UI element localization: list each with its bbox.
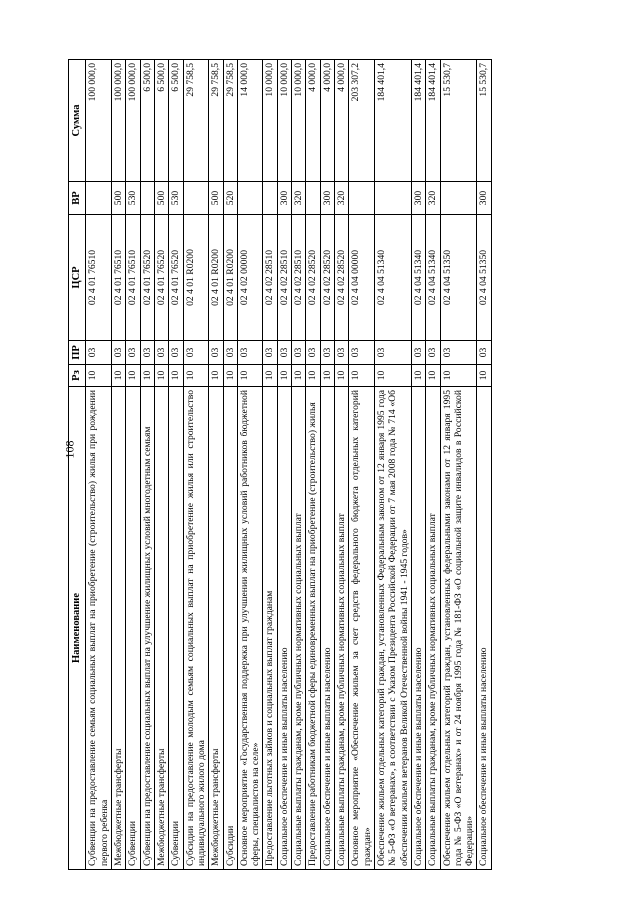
table-row bbox=[426, 60, 440, 870]
cell-sum: 184 401,4 bbox=[426, 60, 440, 182]
budget-table bbox=[68, 59, 492, 870]
cell-name: Межбюджетные трансферты bbox=[209, 387, 223, 870]
cell-pr: 03 bbox=[335, 341, 349, 365]
cell-rz: 10 bbox=[306, 365, 320, 387]
cell-rz: 10 bbox=[154, 365, 168, 387]
header-csr: ЦСР bbox=[69, 215, 86, 341]
cell-vr bbox=[183, 182, 209, 215]
cell-pr: 03 bbox=[237, 341, 263, 365]
cell-rz: 10 bbox=[209, 365, 223, 387]
cell-vr bbox=[440, 182, 477, 215]
table-row bbox=[237, 60, 263, 870]
cell-vr: 320 bbox=[335, 182, 349, 215]
cell-pr: 03 bbox=[86, 341, 112, 365]
cell-pr: 03 bbox=[154, 341, 168, 365]
cell-sum: 100 000,0 bbox=[126, 60, 140, 182]
cell-name: Социальные выплаты гражданам, кроме публичных нормативных социальных выплат bbox=[426, 387, 440, 870]
cell-pr: 03 bbox=[349, 341, 375, 365]
table-row bbox=[349, 60, 375, 870]
cell-pr: 03 bbox=[320, 341, 334, 365]
cell-vr bbox=[306, 182, 320, 215]
cell-pr: 03 bbox=[477, 341, 491, 365]
cell-name: Предоставление льготных займов и социальных выплат гражданам bbox=[263, 387, 277, 870]
cell-rz: 10 bbox=[477, 365, 491, 387]
cell-vr bbox=[140, 182, 154, 215]
cell-sum: 6 500,0 bbox=[140, 60, 154, 182]
table-row bbox=[126, 60, 140, 870]
table-row bbox=[374, 60, 411, 870]
cell-sum: 29 758,5 bbox=[209, 60, 223, 182]
table-body bbox=[86, 60, 491, 870]
table-row bbox=[112, 60, 126, 870]
cell-pr: 03 bbox=[306, 341, 320, 365]
cell-rz: 10 bbox=[183, 365, 209, 387]
cell-pr: 03 bbox=[292, 341, 306, 365]
cell-csr: 02 4 02 28510 bbox=[277, 215, 291, 341]
table-row bbox=[292, 60, 306, 870]
cell-sum: 6 500,0 bbox=[169, 60, 183, 182]
cell-sum: 6 500,0 bbox=[154, 60, 168, 182]
cell-csr: 02 4 01 76510 bbox=[86, 215, 112, 341]
cell-pr: 03 bbox=[112, 341, 126, 365]
cell-rz: 10 bbox=[440, 365, 477, 387]
table-row bbox=[183, 60, 209, 870]
cell-vr: 500 bbox=[209, 182, 223, 215]
cell-csr: 02 4 02 00000 bbox=[237, 215, 263, 341]
cell-name: Социальное обеспечение и иные выплаты населению bbox=[411, 387, 425, 870]
cell-vr: 300 bbox=[411, 182, 425, 215]
cell-vr bbox=[263, 182, 277, 215]
cell-rz: 10 bbox=[263, 365, 277, 387]
table-row bbox=[86, 60, 112, 870]
cell-sum: 10 000,0 bbox=[277, 60, 291, 182]
table-row bbox=[411, 60, 425, 870]
cell-name: Предоставление работникам бюджетной сферы единовременных выплат на приобретение (строительство) жилья bbox=[306, 387, 320, 870]
header-vr: ВР bbox=[69, 182, 86, 215]
cell-pr: 03 bbox=[277, 341, 291, 365]
cell-csr: 02 4 01 76520 bbox=[140, 215, 154, 341]
table-row bbox=[263, 60, 277, 870]
cell-pr: 03 bbox=[374, 341, 411, 365]
header-name: Наименование bbox=[69, 387, 86, 870]
cell-csr: 02 4 01 R0200 bbox=[183, 215, 209, 341]
cell-name: Субвенции bbox=[126, 387, 140, 870]
cell-vr: 300 bbox=[477, 182, 491, 215]
cell-csr: 02 4 04 51350 bbox=[477, 215, 491, 341]
table-row bbox=[209, 60, 223, 870]
cell-csr: 02 4 04 00000 bbox=[349, 215, 375, 341]
cell-sum: 184 401,4 bbox=[374, 60, 411, 182]
cell-csr: 02 4 01 76520 bbox=[154, 215, 168, 341]
cell-sum: 4 000,0 bbox=[320, 60, 334, 182]
cell-rz: 10 bbox=[411, 365, 425, 387]
cell-pr: 03 bbox=[169, 341, 183, 365]
cell-vr bbox=[349, 182, 375, 215]
cell-sum: 184 401,4 bbox=[411, 60, 425, 182]
cell-sum: 10 000,0 bbox=[292, 60, 306, 182]
page-number: 108 bbox=[62, 440, 77, 459]
cell-rz: 10 bbox=[140, 365, 154, 387]
cell-name: Социальное обеспечение и иные выплаты населению bbox=[320, 387, 334, 870]
cell-pr: 03 bbox=[426, 341, 440, 365]
cell-rz: 10 bbox=[126, 365, 140, 387]
cell-sum: 4 000,0 bbox=[335, 60, 349, 182]
cell-vr: 300 bbox=[277, 182, 291, 215]
cell-vr bbox=[374, 182, 411, 215]
cell-vr: 500 bbox=[112, 182, 126, 215]
cell-name: Социальные выплаты гражданам, кроме публичных нормативных социальных выплат bbox=[335, 387, 349, 870]
cell-vr: 530 bbox=[169, 182, 183, 215]
cell-csr: 02 4 02 28520 bbox=[335, 215, 349, 341]
cell-name: Обеспечение жильем отдельных категорий граждан, установленных федеральными законами от 12 января 1995 года № 5-ФЗ «О ветеранах» и от 24 ноября 1995 года № 181-ФЗ «О социальной защите инвалидов в Российской Федерации» bbox=[440, 387, 477, 870]
cell-rz: 10 bbox=[349, 365, 375, 387]
cell-csr: 02 4 01 76510 bbox=[112, 215, 126, 341]
cell-rz: 10 bbox=[292, 365, 306, 387]
cell-rz: 10 bbox=[374, 365, 411, 387]
cell-name: Субвенции bbox=[169, 387, 183, 870]
cell-vr bbox=[86, 182, 112, 215]
cell-rz: 10 bbox=[169, 365, 183, 387]
table-header-row bbox=[69, 60, 86, 870]
cell-sum: 29 758,5 bbox=[183, 60, 209, 182]
cell-csr: 02 4 01 R0200 bbox=[223, 215, 237, 341]
cell-name: Межбюджетные трансферты bbox=[112, 387, 126, 870]
cell-vr: 500 bbox=[154, 182, 168, 215]
cell-csr: 02 4 01 76510 bbox=[126, 215, 140, 341]
cell-name: Обеспечение жильем отдельных категорий граждан, установленных Федеральным законом от 12 января 1995 года № 5-ФЗ «О ветеранах», в соответствии с Указом Президента Российской Федерации от 7 мая 2008 года № 714 «Об обеспечении жильем ветеранов Великой Отечественной войны 1941 - 1945 годов» bbox=[374, 387, 411, 870]
table-row bbox=[306, 60, 320, 870]
cell-name: Субвенции на предоставление социальных выплат на улучшение жилищных условий многодетным семьям bbox=[140, 387, 154, 870]
cell-rz: 10 bbox=[86, 365, 112, 387]
cell-name: Основное мероприятие «Обеспечение жильем за счет средств федерального бюджета отдельных категорий граждан» bbox=[349, 387, 375, 870]
header-rz: Рз bbox=[69, 365, 86, 387]
cell-sum: 10 000,0 bbox=[263, 60, 277, 182]
cell-rz: 10 bbox=[112, 365, 126, 387]
cell-name: Субвенции на предоставление семьям социальных выплат на приобретение (строительство) жилья при рождении первого ребенка bbox=[86, 387, 112, 870]
cell-pr: 03 bbox=[209, 341, 223, 365]
cell-csr: 02 4 04 51340 bbox=[374, 215, 411, 341]
cell-name: Субсидии bbox=[223, 387, 237, 870]
cell-pr: 03 bbox=[140, 341, 154, 365]
cell-sum: 15 530,7 bbox=[477, 60, 491, 182]
cell-csr: 02 4 02 28520 bbox=[320, 215, 334, 341]
cell-pr: 03 bbox=[440, 341, 477, 365]
cell-csr: 02 4 02 28510 bbox=[263, 215, 277, 341]
cell-csr: 02 4 04 51340 bbox=[411, 215, 425, 341]
table-row bbox=[169, 60, 183, 870]
cell-vr: 300 bbox=[320, 182, 334, 215]
cell-sum: 203 307,2 bbox=[349, 60, 375, 182]
cell-sum: 4 000,0 bbox=[306, 60, 320, 182]
cell-rz: 10 bbox=[237, 365, 263, 387]
cell-name: Социальные выплаты гражданам, кроме публичных нормативных социальных выплат bbox=[292, 387, 306, 870]
header-sum: Сумма bbox=[69, 60, 86, 182]
table-row bbox=[335, 60, 349, 870]
cell-rz: 10 bbox=[426, 365, 440, 387]
cell-vr: 320 bbox=[292, 182, 306, 215]
cell-name: Социальное обеспечение и иные выплаты населению bbox=[477, 387, 491, 870]
cell-csr: 02 4 02 28520 bbox=[306, 215, 320, 341]
cell-csr: 02 4 01 76520 bbox=[169, 215, 183, 341]
cell-csr: 02 4 04 51340 bbox=[426, 215, 440, 341]
cell-vr: 530 bbox=[126, 182, 140, 215]
cell-rz: 10 bbox=[335, 365, 349, 387]
table-row bbox=[320, 60, 334, 870]
cell-name: Субсидии на предоставление молодым семьям социальных выплат на приобретение жилья или строительство индивидуального жилого дома bbox=[183, 387, 209, 870]
cell-vr: 520 bbox=[223, 182, 237, 215]
table-row bbox=[154, 60, 168, 870]
table-row bbox=[223, 60, 237, 870]
cell-pr: 03 bbox=[223, 341, 237, 365]
table-row bbox=[277, 60, 291, 870]
cell-rz: 10 bbox=[277, 365, 291, 387]
rotated-table-container bbox=[68, 60, 588, 870]
table-row bbox=[140, 60, 154, 870]
cell-sum: 100 000,0 bbox=[112, 60, 126, 182]
cell-sum: 15 530,7 bbox=[440, 60, 477, 182]
cell-name: Основное мероприятие «Государственная поддержка при улучшении жилищных условий работников бюджетной сферы, специалистов на селе» bbox=[237, 387, 263, 870]
cell-sum: 100 000,0 bbox=[86, 60, 112, 182]
cell-rz: 10 bbox=[320, 365, 334, 387]
cell-name: Социальное обеспечение и иные выплаты населению bbox=[277, 387, 291, 870]
cell-csr: 02 4 04 51350 bbox=[440, 215, 477, 341]
cell-name: Межбюджетные трансферты bbox=[154, 387, 168, 870]
cell-sum: 29 758,5 bbox=[223, 60, 237, 182]
cell-pr: 03 bbox=[126, 341, 140, 365]
cell-csr: 02 4 02 28510 bbox=[292, 215, 306, 341]
cell-vr bbox=[237, 182, 263, 215]
table-row bbox=[477, 60, 491, 870]
cell-rz: 10 bbox=[223, 365, 237, 387]
cell-csr: 02 4 01 R0200 bbox=[209, 215, 223, 341]
header-pr: ПР bbox=[69, 341, 86, 365]
cell-pr: 03 bbox=[183, 341, 209, 365]
cell-vr: 320 bbox=[426, 182, 440, 215]
table-row bbox=[440, 60, 477, 870]
cell-pr: 03 bbox=[411, 341, 425, 365]
cell-sum: 14 000,0 bbox=[237, 60, 263, 182]
cell-pr: 03 bbox=[263, 341, 277, 365]
